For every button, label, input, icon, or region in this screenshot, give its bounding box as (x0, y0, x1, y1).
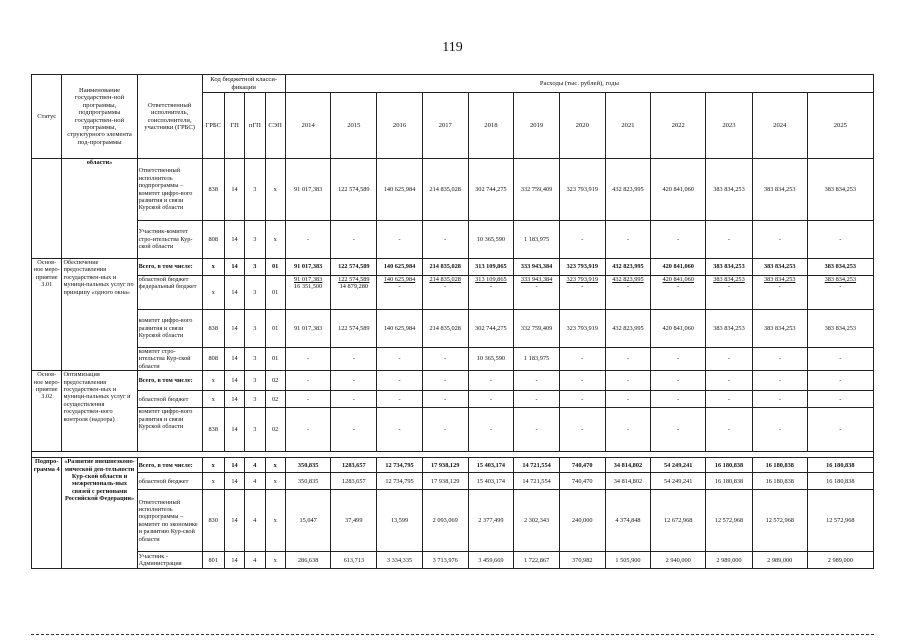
cell-value: - (377, 221, 423, 259)
cell-value: - (706, 221, 753, 259)
cell-code: 808 (202, 221, 224, 259)
table-row (32, 371, 874, 391)
header-code: СЭП (265, 93, 285, 159)
cell-value-federal: - (444, 283, 447, 291)
cell-value-federal: - (398, 283, 401, 291)
cell-code: 01 (265, 259, 285, 276)
header-code: ГРБС (202, 93, 224, 159)
cell-executor: Всего, в том числе: (137, 458, 202, 473)
cell-value: 1 183,975 (514, 348, 560, 371)
cell-program-name: «Развитие внешнеэконо-мической дея-тельности Кур-ской области и межрегиональ-ных связей с регионами Российской Федерации» (62, 458, 137, 569)
cell-executor: комитет цифро-вого развития и связи Курской области (137, 310, 202, 348)
cell-value: 122 574,589 (331, 159, 377, 221)
cell-value: - (377, 371, 423, 391)
cell-code: 3 (245, 408, 265, 452)
cell-value: 4 374,848 (605, 490, 651, 552)
cell-code: 14 (224, 408, 244, 452)
cell-value (514, 276, 560, 310)
cell-value: - (377, 408, 423, 452)
cell-value: - (559, 371, 605, 391)
cell-value: 323 793,919 (559, 259, 605, 276)
cell-value: 432 823,995 (605, 159, 651, 221)
cell-value: - (331, 348, 377, 371)
cell-value: 740,470 (559, 458, 605, 473)
cell-value-regional: 313 109,865 (475, 276, 507, 283)
cell-value-federal: - (677, 283, 680, 291)
cell-value: - (752, 221, 807, 259)
cell-value: 122 574,589 (331, 259, 377, 276)
table-row (32, 159, 874, 221)
header-year: 2019 (514, 93, 560, 159)
cell-code: х (265, 221, 285, 259)
cell-executor: Ответственный исполнитель подпрограммы – комитет по экономике и развитию Кур-ской области (137, 490, 202, 552)
table-row (32, 259, 874, 276)
cell-value-federal: - (778, 283, 781, 291)
cell-value: 16 180,838 (706, 458, 753, 473)
cell-value (651, 276, 706, 310)
cell-code: 4 (245, 458, 265, 473)
cell-value: 323 793,919 (559, 310, 605, 348)
cell-value (468, 276, 514, 310)
cell-code: 4 (245, 473, 265, 490)
cell-code: 838 (202, 408, 224, 452)
cell-value: 12 672,968 (651, 490, 706, 552)
cell-value: 16 180,838 (807, 473, 873, 490)
cell-code: 838 (202, 310, 224, 348)
cell-code: 838 (202, 159, 224, 221)
cell-value: - (514, 371, 560, 391)
table-row (32, 552, 874, 569)
cell-status: Основ-ное меро-приятие 3.01 (32, 259, 62, 371)
table-row (32, 458, 874, 473)
cell-value: - (651, 371, 706, 391)
cell-value: 613,713 (331, 552, 377, 569)
table-row (32, 408, 874, 452)
cell-code: х (202, 473, 224, 490)
cell-value: 12 572,968 (706, 490, 753, 552)
cell-code: 14 (224, 310, 244, 348)
cell-value: 383 834,253 (706, 259, 753, 276)
header-year: 2022 (651, 93, 706, 159)
cell-value: 313 109,865 (468, 259, 514, 276)
cell-code: 02 (265, 371, 285, 391)
cell-value: - (651, 391, 706, 408)
cell-value: 383 834,253 (752, 159, 807, 221)
cell-value: 140 625,984 (377, 310, 423, 348)
header-year: 2021 (605, 93, 651, 159)
cell-value: - (422, 391, 468, 408)
page-number: 119 (442, 40, 463, 55)
cell-executor: Ответственный исполнитель подпрограммы – комитет цифро-вого развития и связи Курской области (137, 159, 202, 221)
table-row (32, 348, 874, 371)
cell-status (32, 159, 62, 259)
cell-value: 1 505,900 (605, 552, 651, 569)
cell-code: 3 (245, 276, 265, 310)
cell-value: - (377, 348, 423, 371)
cell-value: 214 835,028 (422, 159, 468, 221)
header-year: 2023 (706, 93, 753, 159)
cell-executor: комитет цифро-вого развития и связи Курской области (137, 408, 202, 452)
cell-value: - (559, 408, 605, 452)
cell-code: 801 (202, 552, 224, 569)
cell-status: Подпро-грамма 4 (32, 458, 62, 569)
cell-value: 10 365,590 (468, 221, 514, 259)
cell-value: 122 574,589 (331, 310, 377, 348)
cell-value-federal: - (535, 283, 538, 291)
header-year: 2025 (807, 93, 873, 159)
cell-code: 4 (245, 490, 265, 552)
cell-value-regional: 214 835,028 (429, 276, 461, 283)
cell-code: 01 (265, 276, 285, 310)
table-header (32, 75, 874, 159)
cell-value-regional: 140 625,984 (383, 276, 416, 283)
cell-value: 383 834,253 (807, 259, 873, 276)
cell-value: 333 943,384 (514, 259, 560, 276)
cell-code: х (265, 473, 285, 490)
cell-value: 323 793,919 (559, 159, 605, 221)
cell-value-regional: 91 017,383 (293, 276, 323, 283)
cell-value: - (651, 348, 706, 371)
cell-value: - (468, 371, 514, 391)
header-year: 2024 (752, 93, 807, 159)
cell-value: 12 572,968 (752, 490, 807, 552)
cell-code: х (265, 458, 285, 473)
cell-value: - (285, 408, 331, 452)
cell-code: 3 (245, 348, 265, 371)
cell-code: 14 (224, 458, 244, 473)
cell-value: - (331, 221, 377, 259)
cell-value: 12 572,968 (807, 490, 873, 552)
cell-value: 383 834,253 (752, 259, 807, 276)
cell-value: 10 365,590 (468, 348, 514, 371)
cell-code: 14 (224, 552, 244, 569)
cell-value: - (706, 408, 753, 452)
header-year: 2020 (559, 93, 605, 159)
cell-value-regional: 122 574,589 (338, 276, 370, 283)
cell-value: - (514, 391, 560, 408)
cell-value: - (807, 348, 873, 371)
cell-code: 830 (202, 490, 224, 552)
cell-value: - (559, 221, 605, 259)
cell-value-federal: - (626, 283, 629, 291)
cell-value: - (285, 221, 331, 259)
cell-value: - (422, 348, 468, 371)
cell-value: - (752, 408, 807, 452)
cell-value: - (752, 391, 807, 408)
cell-value: - (752, 348, 807, 371)
cell-value: 16 180,838 (706, 473, 753, 490)
cell-value-regional: 420 841,060 (662, 276, 694, 283)
cell-code: х (202, 276, 224, 310)
header-expenses: Расходы (тыс. рублей), годы (285, 75, 873, 93)
cell-executor: Всего, в том числе: (137, 371, 202, 391)
cell-value: - (752, 371, 807, 391)
cell-value: - (285, 348, 331, 371)
table-row (32, 221, 874, 259)
cell-executor: комитет стро-ительства Кур-ской области (137, 348, 202, 371)
cell-code: 01 (265, 310, 285, 348)
cell-value (752, 276, 807, 310)
cell-value-regional: 333 943,384 (520, 276, 553, 283)
cell-value: 420 841,060 (651, 159, 706, 221)
cell-code: 4 (245, 552, 265, 569)
cell-value: 17 938,129 (422, 473, 468, 490)
cell-value-federal: - (581, 283, 584, 291)
cell-value: 214 835,028 (422, 259, 468, 276)
cell-value (605, 276, 651, 310)
cell-value: 1 722,867 (514, 552, 560, 569)
cell-value: 3 334,335 (377, 552, 423, 569)
cell-code: 3 (245, 371, 265, 391)
budget-table (31, 74, 874, 569)
cell-value: 3 713,976 (422, 552, 468, 569)
cell-program-name: области» (62, 159, 137, 259)
cell-executor: областной бюджет (137, 473, 202, 490)
cell-value: 214 835,028 (422, 310, 468, 348)
cell-value (559, 276, 605, 310)
cell-code: х (202, 259, 224, 276)
cell-value: 240,000 (559, 490, 605, 552)
cell-value: - (651, 408, 706, 452)
cell-value: 91 017,383 (285, 310, 331, 348)
cell-value: - (807, 371, 873, 391)
cell-code: 14 (224, 159, 244, 221)
cell-value: 54 249,241 (651, 458, 706, 473)
cell-value (706, 276, 753, 310)
header-year: 2014 (285, 93, 331, 159)
cell-value: - (422, 221, 468, 259)
cell-value-regional: 383 834,253 (824, 276, 857, 283)
cell-code: 3 (245, 391, 265, 408)
cell-value: 432 823,995 (605, 310, 651, 348)
cell-value: 302 744,275 (468, 310, 514, 348)
cell-value: - (422, 371, 468, 391)
cell-value: 16 180,838 (752, 458, 807, 473)
cell-executor: Участник - Администрация (137, 552, 202, 569)
header-year: 2017 (422, 93, 468, 159)
cell-value-federal: - (839, 283, 842, 291)
cell-value: 34 814,802 (605, 473, 651, 490)
cell-value: - (377, 391, 423, 408)
header-code: ГП (224, 93, 244, 159)
cell-executor: Участник-комитет стро-ительства Кур-ской области (137, 221, 202, 259)
cell-value: - (285, 391, 331, 408)
cell-value: 332 759,409 (514, 159, 560, 221)
cell-value: 302 744,275 (468, 159, 514, 221)
table-row (32, 276, 874, 310)
cell-value (807, 276, 873, 310)
cell-value: 15,047 (285, 490, 331, 552)
cell-value: 2 989,000 (706, 552, 753, 569)
cell-value: - (605, 391, 651, 408)
cell-value: - (807, 408, 873, 452)
cell-value: 383 834,253 (752, 310, 807, 348)
cell-status: Основ-ное меро-приятие 3.02 (32, 371, 62, 452)
cell-value: - (559, 348, 605, 371)
header-bk-code: Код бюджетной класси-фикации (202, 75, 285, 93)
cell-value: 420 841,060 (651, 259, 706, 276)
cell-executor: Всего, в том числе: (137, 259, 202, 276)
cell-value: 332 759,409 (514, 310, 560, 348)
cell-value: - (285, 371, 331, 391)
cell-value-federal: 16 351,500 (293, 283, 323, 291)
header-status: Статус (32, 75, 62, 159)
table-row (32, 310, 874, 348)
cell-code: 3 (245, 221, 265, 259)
header-year: 2018 (468, 93, 514, 159)
cell-value: 14 721,554 (514, 473, 560, 490)
cell-value: 1283,657 (331, 473, 377, 490)
cell-value: 3 459,669 (468, 552, 514, 569)
cell-code: 14 (224, 221, 244, 259)
cell-value: 383 834,253 (706, 310, 753, 348)
cell-value: - (605, 371, 651, 391)
cell-value: 140 625,984 (377, 259, 423, 276)
cell-value (422, 276, 468, 310)
cell-value: - (468, 391, 514, 408)
cell-code: 14 (224, 348, 244, 371)
cell-value: 2 093,069 (422, 490, 468, 552)
cell-value-regional: 383 834,253 (713, 276, 745, 283)
cell-value: 13,599 (377, 490, 423, 552)
cell-value: 2 302,343 (514, 490, 560, 552)
cell-value: 370,982 (559, 552, 605, 569)
cell-code: 02 (265, 391, 285, 408)
cell-value (377, 276, 423, 310)
cell-value: 54 249,241 (651, 473, 706, 490)
cell-code: х (265, 490, 285, 552)
cell-value: 140 625,984 (377, 159, 423, 221)
cell-value: 37,499 (331, 490, 377, 552)
cell-value: - (706, 391, 753, 408)
cell-code: 14 (224, 371, 244, 391)
cell-value: 16 180,838 (752, 473, 807, 490)
cell-code: 14 (224, 276, 244, 310)
cell-value: - (807, 221, 873, 259)
cell-value: 12 734,795 (377, 458, 423, 473)
cell-value: 17 938,129 (422, 458, 468, 473)
cell-value-federal: - (727, 283, 731, 291)
cell-value: 383 834,253 (706, 159, 753, 221)
cell-value: - (331, 391, 377, 408)
cell-value-federal: - (489, 283, 492, 291)
cell-value: 350,835 (285, 458, 331, 473)
cell-value: - (605, 221, 651, 259)
cell-value: 2 377,499 (468, 490, 514, 552)
header-executor: Ответственный исполнитель, соисполнители, участники (ГРБС) (137, 75, 202, 159)
cell-value: 14 721,554 (514, 458, 560, 473)
cell-code: х (265, 552, 285, 569)
cell-code: 3 (245, 310, 265, 348)
cell-program-name: Оптимизация предоставления государствен-ных и муници-пальных услуг и осуществления государствен-ного контроля (надзора) (62, 371, 137, 452)
table-row (32, 473, 874, 490)
cell-value: 2 940,000 (651, 552, 706, 569)
table-row (32, 490, 874, 552)
cell-program-name: Обеспечение предоставления государствен-ных и муници-пальных услуг по принципу «одного окна» (62, 259, 137, 371)
cell-value: 350,835 (285, 473, 331, 490)
cell-value: - (706, 348, 753, 371)
cell-value: - (651, 221, 706, 259)
cell-value: 12 734,795 (377, 473, 423, 490)
cell-value: - (605, 348, 651, 371)
cell-value: 1 183,975 (514, 221, 560, 259)
cell-code: 02 (265, 408, 285, 452)
cell-code: х (202, 371, 224, 391)
cell-value-regional: 383 834,253 (764, 276, 796, 283)
cell-value: 34 814,802 (605, 458, 651, 473)
cell-code: х (202, 391, 224, 408)
page-bottom-rule (31, 634, 874, 635)
header-program-name: Наименование государствен-ной программы, подпрограммы государствен-ной программы, структурного элемента под-программы (62, 75, 137, 159)
cell-code: 14 (224, 391, 244, 408)
cell-value: - (331, 371, 377, 391)
cell-value: 420 841,060 (651, 310, 706, 348)
cell-value: 91 017,383 (285, 259, 331, 276)
cell-executor: областной бюджет (137, 391, 202, 408)
cell-value: 383 834,253 (807, 310, 873, 348)
header-code: пГП (245, 93, 265, 159)
cell-code: 3 (245, 159, 265, 221)
cell-value (331, 276, 377, 310)
cell-value: 286,638 (285, 552, 331, 569)
cell-value: - (605, 408, 651, 452)
table-row (32, 391, 874, 408)
cell-value-federal: 14 879,280 (339, 283, 368, 291)
cell-value: - (807, 391, 873, 408)
cell-value: - (706, 371, 753, 391)
cell-code: 14 (224, 473, 244, 490)
cell-value: 432 823,995 (605, 259, 651, 276)
header-year: 2015 (331, 93, 377, 159)
cell-value (285, 276, 331, 310)
cell-value: - (514, 408, 560, 452)
cell-value: 383 834,253 (807, 159, 873, 221)
cell-value: 91 017,383 (285, 159, 331, 221)
cell-code: 3 (245, 259, 265, 276)
cell-value: 2 989,000 (752, 552, 807, 569)
cell-value: 2 989,000 (807, 552, 873, 569)
cell-value-regional: 323 793,919 (566, 276, 598, 283)
cell-value: - (559, 391, 605, 408)
cell-code: х (265, 159, 285, 221)
cell-code: х (202, 458, 224, 473)
cell-value: 740,470 (559, 473, 605, 490)
cell-code: 808 (202, 348, 224, 371)
cell-value: 1283,657 (331, 458, 377, 473)
cell-value: - (422, 408, 468, 452)
cell-value: - (331, 408, 377, 452)
cell-value: 15 403,174 (468, 458, 514, 473)
cell-value-regional: 432 823,995 (612, 276, 644, 283)
cell-code: 14 (224, 259, 244, 276)
cell-value: 15 403,174 (468, 473, 514, 490)
cell-code: 14 (224, 490, 244, 552)
cell-code: 01 (265, 348, 285, 371)
cell-executor: областной бюджет федеральный бюджет (137, 276, 202, 310)
cell-value: 16 180,838 (807, 458, 873, 473)
cell-value: - (468, 408, 514, 452)
header-year: 2016 (377, 93, 423, 159)
